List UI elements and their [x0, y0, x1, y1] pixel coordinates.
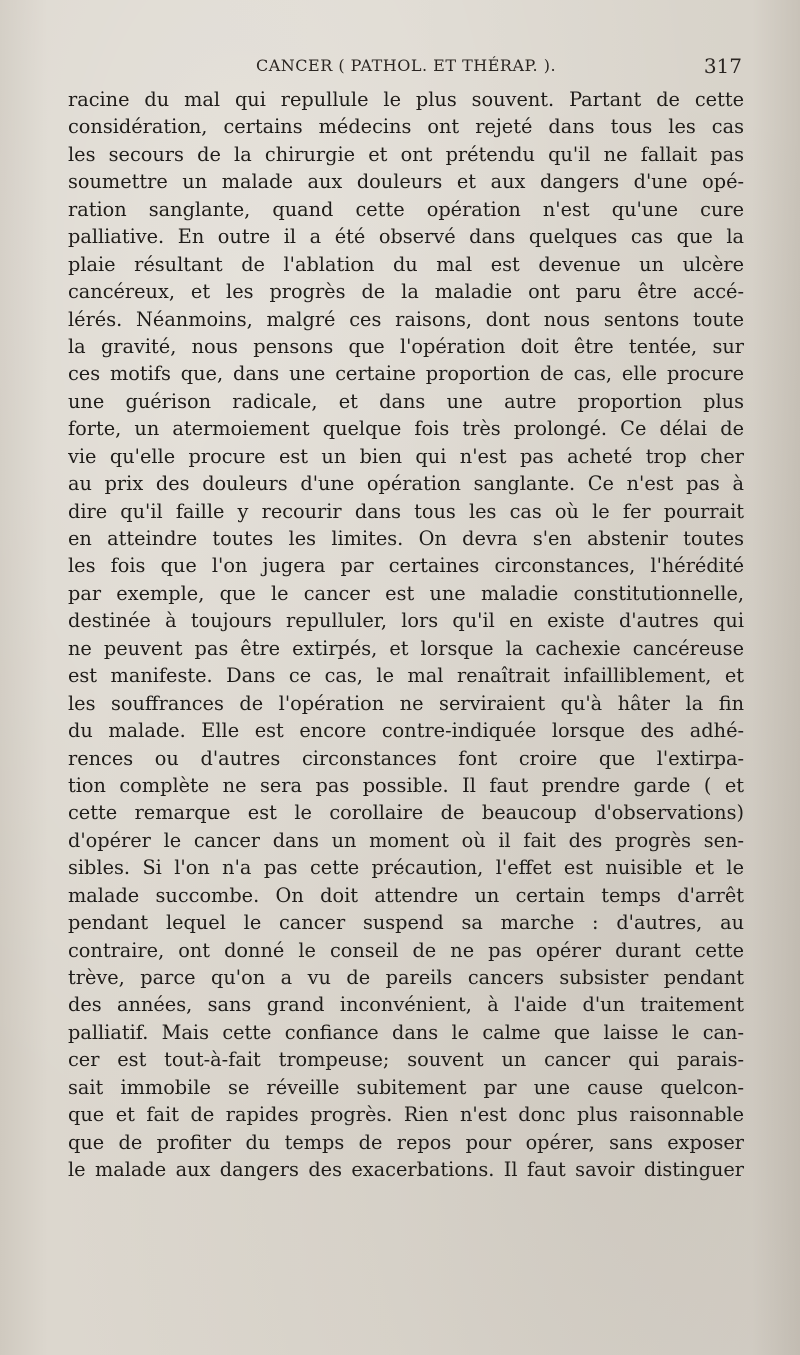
text-line: sibles. Si l'on n'a pas cette précaution, l'effet est nuisible et le [68, 856, 744, 880]
text-line: que de profiter du temps de repos pour opérer, sans exposer [68, 1130, 744, 1154]
running-title: CANCER ( PATHOL. ET THÉRAP. ). [255, 56, 557, 75]
text-line: ces motifs que, dans une certaine proportion de cas, elle procure [68, 362, 744, 386]
text-line: que et fait de rapides progrès. Rien n'est donc plus raisonnable [68, 1103, 744, 1127]
text-line: ration sanglante, quand cette opération n'est qu'une cure [68, 197, 744, 221]
text-line: dire qu'il faille y recourir dans tous les cas où le fer pourrait [68, 499, 744, 523]
page-number: 317 [703, 54, 742, 78]
text-line: malade succombe. On doit attendre un certain temps d'arrêt [68, 883, 744, 907]
text-line: rences ou d'autres circonstances font croire que l'extirpa- [68, 746, 744, 770]
text-line: tion complète ne sera pas possible. Il faut prendre garde ( et [68, 773, 744, 797]
text-line: racine du mal qui repullule le plus souvent. Partant de cette [68, 88, 744, 111]
text-line: le malade aux dangers des exacerbations. Il faut savoir distinguer [68, 1158, 744, 1182]
text-line: lérés. Néanmoins, malgré ces raisons, dont nous sentons toute [68, 307, 744, 331]
text-line: en atteindre toutes les limites. On devra s'en abstenir toutes [68, 527, 744, 550]
text-line: est manifeste. Dans ce cas, le mal renaîtrait infailliblement, et [68, 664, 744, 688]
text-line: vie qu'elle procure est un bien qui n'est pas acheté trop cher [68, 444, 744, 468]
text-line: forte, un atermoiement quelque fois très prolongé. Ce délai de [68, 417, 744, 441]
text-line: cancéreux, et les progrès de la maladie ont paru être accé- [68, 280, 744, 304]
text-line: une guérison radicale, et dans une autre proportion plus [68, 389, 744, 413]
text-line: les souffrances de l'opération ne serviraient qu'à hâter la fin [68, 691, 744, 715]
text-line: d'opérer le cancer dans un moment où il fait des progrès sen- [68, 828, 744, 852]
text-line: les secours de la chirurgie et ont prétendu qu'il ne fallait pas [68, 142, 744, 166]
text-line: palliative. En outre il a été observé dans quelques cas que la [68, 225, 744, 249]
text-line: contraire, ont donné le conseil de ne pas opérer durant cette [68, 938, 744, 962]
text-line: trève, parce qu'on a vu de pareils cancers subsister pendant [68, 966, 744, 989]
text-line: cer est tout-à-fait trompeuse; souvent un cancer qui parais- [68, 1048, 744, 1072]
text-line: cette remarque est le corollaire de beaucoup d'observations) [68, 801, 744, 825]
text-line: les fois que l'on jugera par certaines circonstances, l'hérédité [68, 554, 744, 578]
text-line: considération, certains médecins ont rejeté dans tous les cas [68, 115, 744, 139]
text-line: du malade. Elle est encore contre-indiquée lorsque des adhé- [68, 719, 744, 743]
text-line: ne peuvent pas être extirpés, et lorsque la cachexie cancéreuse [68, 636, 744, 660]
text-line: par exemple, que le cancer est une maladie constitutionnelle, [68, 581, 744, 605]
text-line: au prix des douleurs d'une opération sanglante. Ce n'est pas à [68, 472, 744, 496]
body-text [68, 86, 744, 1184]
text-line: pendant lequel le cancer suspend sa marche : d'autres, au [68, 911, 744, 935]
text-line: sait immobile se réveille subitement par une cause quelcon- [68, 1075, 744, 1099]
page-header [70, 56, 742, 86]
text-line: plaie résultant de l'ablation du mal est devenue un ulcère [68, 252, 744, 276]
text-line: soumettre un malade aux douleurs et aux dangers d'une opé- [68, 170, 744, 194]
text-line: la gravité, nous pensons que l'opération doit être tentée, sur [68, 334, 744, 358]
text-line: palliatif. Mais cette confiance dans le calme que laisse le can- [68, 1020, 744, 1044]
text-line: destinée à toujours repulluler, lors qu'il en existe d'autres qui [68, 609, 744, 633]
text-line: des années, sans grand inconvénient, à l'aide d'un traitement [68, 993, 744, 1017]
